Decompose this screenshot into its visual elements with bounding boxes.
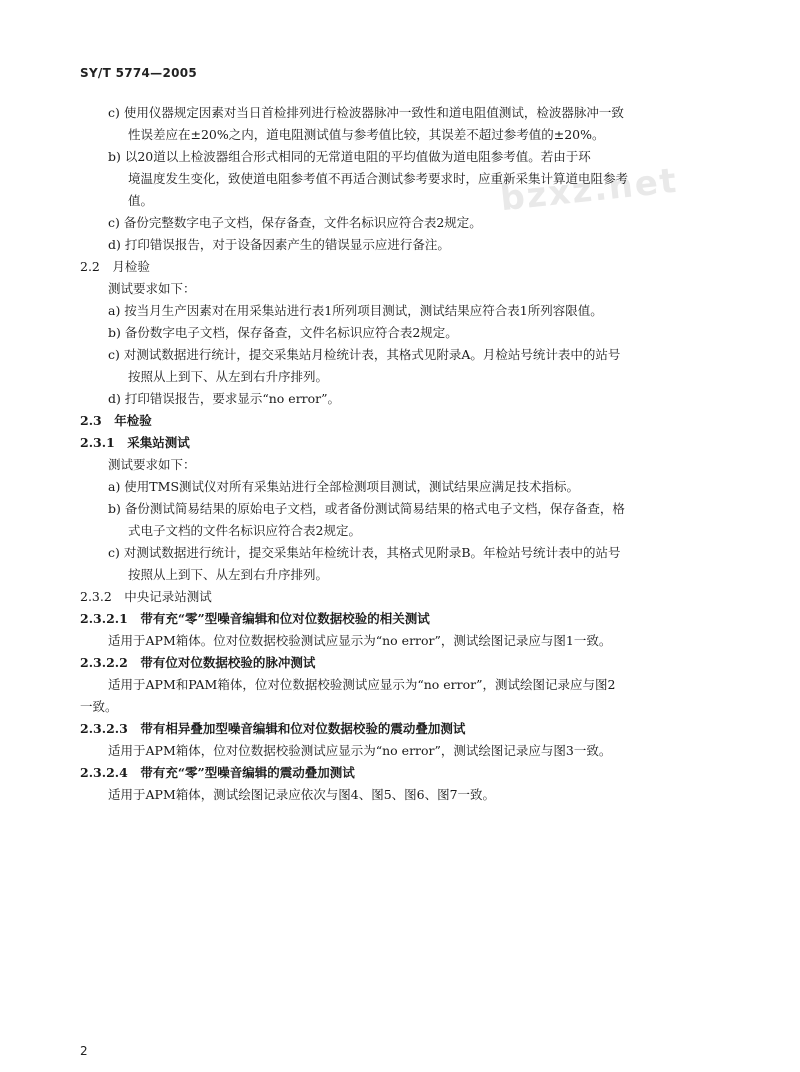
list-item-c: c) 对测试数据进行统计，提交采集站年检统计表，其格式见附录B。年检站号统计表中的站号	[108, 545, 621, 560]
section-heading-2-3-2-3: 2.3.2.3 带有相异叠加型噪音编辑和位对位数据校验的震动叠加测试	[80, 721, 466, 736]
section-heading-2-3-2-1: 2.3.2.1 带有充“零”型噪音编辑和位对位数据校验的相关测试	[80, 611, 430, 626]
list-item-b: b) 备份数字电子文档，保存备查，文件名标识应符合表2规定。	[108, 325, 458, 340]
list-item-continuation: 按照从上到下、从左到右升序排列。	[128, 567, 329, 582]
section-heading-2-3-2: 2.3.2 中央记录站测试	[80, 589, 212, 604]
list-item-a: a) 按当月生产因素对在用采集站进行表1所列项目测试，测试结果应符合表1所列容限值。	[108, 303, 603, 318]
list-item-continuation: 性误差应在±20%之内，道电阻测试值与参考值比较，其误差不超过参考值的±20%。	[128, 127, 605, 142]
paragraph-text: 测试要求如下：	[108, 457, 196, 472]
list-item-d: d) 打印错误报告，要求显示“no error”。	[108, 391, 341, 406]
list-item-continuation: 式电子文档的文件名标识应符合表2规定。	[128, 523, 361, 538]
list-item-continuation: 按照从上到下、从左到右升序排列。	[128, 369, 329, 384]
paragraph-text: 适用于APM箱体，位对位数据校验测试应显示为“no error”，测试绘图记录应与图3一致。	[108, 743, 612, 758]
paragraph-text: 适用于APM和PAM箱体，位对位数据校验测试应显示为“no error”，测试绘图记录应与图2	[108, 677, 616, 692]
list-item-c: c) 备份完整数字电子文档，保存备查，文件名标识应符合表2规定。	[108, 215, 482, 230]
page-number: 2	[80, 1044, 88, 1058]
paragraph-text: 测试要求如下：	[108, 281, 196, 296]
paragraph-continuation: 一致。	[80, 699, 118, 714]
list-item-a: a) 使用TMS测试仪对所有采集站进行全部检测项目测试，测试结果应满足技术指标。	[108, 479, 580, 494]
list-item-b: b) 备份测试简易结果的原始电子文档，或者备份测试简易结果的格式电子文档，保存备查，格	[108, 501, 625, 516]
section-heading-2-3-2-4: 2.3.2.4 带有充“零”型噪音编辑的震动叠加测试	[80, 765, 355, 780]
list-item-continuation: 值。	[128, 193, 154, 208]
list-item-continuation: 境温度发生变化，致使道电阻参考值不再适合测试参考要求时，应重新采集计算道电阻参考	[128, 171, 629, 186]
paragraph-text: 适用于APM箱体。位对位数据校验测试应显示为“no error”，测试绘图记录应与图1一致。	[108, 633, 612, 648]
section-heading-2-3-1: 2.3.1 采集站测试	[80, 435, 190, 450]
list-item-d: d) 打印错误报告，对于设备因素产生的错误显示应进行备注。	[108, 237, 450, 252]
document-code-header: SY/T 5774—2005	[80, 66, 198, 80]
list-item-c: c) 对测试数据进行统计，提交采集站月检统计表，其格式见附录A。月检站号统计表中的站号	[108, 347, 621, 362]
watermark: bzxz.net	[498, 160, 680, 220]
section-heading-2-3-2-2: 2.3.2.2 带有位对位数据校验的脉冲测试	[80, 655, 316, 670]
section-heading-2-3: 2.3 年检验	[80, 413, 152, 428]
list-item-a-annual-first: c) 使用仪器规定因素对当日首检排列进行检波器脉冲一致性和道电阻值测试，检波器脉冲一致	[108, 105, 624, 120]
paragraph-text: 适用于APM箱体，测试绘图记录应依次与图4、图5、图6、图7一致。	[108, 787, 496, 802]
list-item-b: b) 以20道以上检波器组合形式相同的无常道电阻的平均值做为道电阻参考值。若由于环	[108, 149, 591, 164]
section-heading-2-2: 2.2 月检验	[80, 259, 150, 274]
document-body	[80, 102, 740, 806]
